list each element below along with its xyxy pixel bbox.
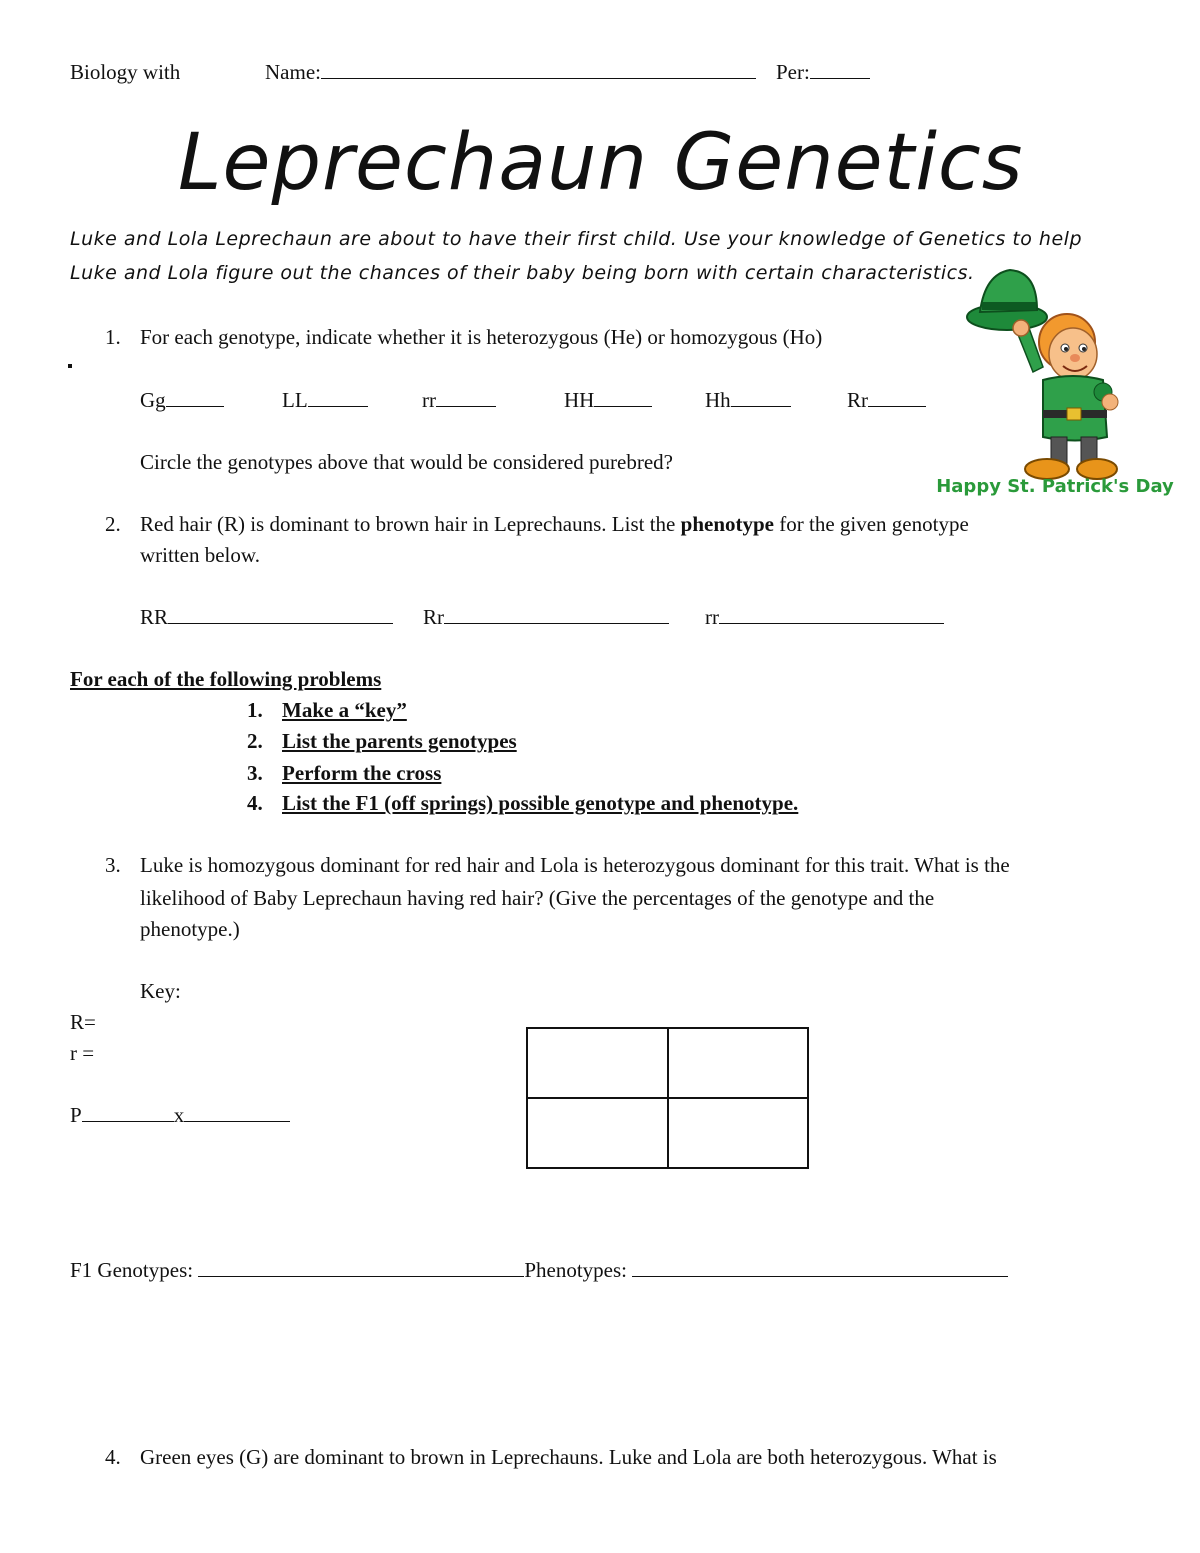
bullet-dot	[68, 364, 72, 368]
period-label: Per:	[776, 60, 810, 84]
period-blank[interactable]	[810, 60, 870, 79]
phenotype-blank[interactable]	[444, 605, 669, 624]
genotype-blank[interactable]	[308, 388, 368, 407]
parent-blank[interactable]	[82, 1103, 174, 1122]
genotype-gg[interactable]	[140, 388, 224, 413]
hand-icon	[1013, 320, 1029, 336]
punnett-cell[interactable]	[527, 1028, 668, 1098]
phenotype-rr-recessive[interactable]	[705, 605, 944, 630]
name-field[interactable]	[265, 60, 756, 85]
genotype-label: rr	[422, 388, 436, 412]
genotype-label: rr	[705, 605, 719, 629]
step-number: 2.	[247, 729, 263, 753]
phenotype-rr-het[interactable]	[423, 605, 669, 630]
key-dominant[interactable]: R=	[70, 1010, 96, 1034]
leprechaun-clipart	[936, 262, 1174, 507]
q3-text-line2: likelihood of Baby Leprechaun having red hair? (Give the percentages of the genotype and the	[140, 886, 935, 910]
genotype-blank[interactable]	[868, 388, 926, 407]
f1-genotypes-label: F1 Genotypes:	[70, 1258, 199, 1282]
key-recessive[interactable]: r =	[70, 1041, 95, 1065]
q2-text-after: for the given genotype	[774, 512, 969, 536]
genotype-ll[interactable]	[282, 388, 368, 413]
step-text: Perform the cross	[282, 761, 442, 785]
phenotype-rr-dominant[interactable]	[140, 605, 393, 630]
genotype-rr-het[interactable]	[847, 388, 926, 413]
genotype-blank[interactable]	[436, 388, 496, 407]
page-title: Leprechaun Genetics	[178, 118, 1024, 208]
q4-text-line1: Green eyes (G) are dominant to brown in Leprechauns. Luke and Lola are both heterozygous. What is	[140, 1445, 997, 1469]
q2-text	[140, 512, 969, 537]
step-number: 4.	[247, 791, 263, 815]
q2-text-line2: written below.	[140, 543, 260, 567]
phenotypes-blank[interactable]	[632, 1258, 1008, 1277]
phenotype-blank[interactable]	[719, 605, 944, 624]
parent-label: P	[70, 1103, 82, 1127]
key-label: Key:	[140, 979, 181, 1003]
punnett-cell[interactable]	[668, 1098, 809, 1168]
face-icon	[1049, 328, 1097, 380]
genotype-blank[interactable]	[731, 388, 791, 407]
step-number: 3.	[247, 761, 263, 785]
step-text: List the parents genotypes	[282, 729, 517, 753]
name-blank[interactable]	[321, 60, 756, 79]
punnett-cell[interactable]	[668, 1028, 809, 1098]
clipart-caption: Happy St. Patrick's Day	[936, 476, 1174, 497]
f1-answers[interactable]	[70, 1258, 1008, 1283]
course-label: Biology with	[70, 60, 181, 84]
genotype-label: Rr	[423, 605, 444, 629]
genotype-rr[interactable]	[422, 388, 496, 413]
phenotypes-label: Phenotypes:	[524, 1258, 633, 1282]
q4-number: 4.	[105, 1445, 121, 1469]
intro-line-1: Luke and Lola Leprechaun are about to have their first child. Use your knowledge of Genetics to help	[70, 228, 1083, 250]
step-text: Make a “key”	[282, 698, 407, 722]
parents-cross[interactable]	[70, 1103, 290, 1128]
instructions-heading: For each of the following problems	[70, 667, 382, 691]
q3-text-line3: phenotype.)	[140, 917, 240, 941]
cross-label: x	[173, 1103, 185, 1127]
q1-circle-text: Circle the genotypes above that would be considered purebred?	[140, 450, 673, 474]
parent-blank[interactable]	[184, 1103, 290, 1122]
q1-text: For each genotype, indicate whether it is heterozygous (He) or homozygous (Ho)	[140, 325, 823, 349]
hat-band-icon	[982, 302, 1036, 310]
punnett-cell[interactable]	[527, 1098, 668, 1168]
genotype-label: Gg	[140, 388, 166, 412]
genotype-blank[interactable]	[594, 388, 652, 407]
period-field[interactable]	[776, 60, 870, 85]
q2-text-bold: phenotype	[680, 512, 774, 536]
genotype-label: HH	[564, 388, 595, 412]
step-text: List the F1 (off springs) possible genotype and phenotype.	[282, 791, 799, 815]
genotype-hh-het[interactable]	[705, 388, 791, 413]
q3-number: 3.	[105, 853, 121, 877]
q1-number: 1.	[105, 325, 121, 349]
intro-line-2: Luke and Lola figure out the chances of their baby being born with certain characteristics.	[70, 262, 975, 284]
genotype-blank[interactable]	[166, 388, 224, 407]
genotype-hh[interactable]	[564, 388, 652, 413]
q2-text-before: Red hair (R) is dominant to brown hair in Leprechauns. List the	[140, 512, 681, 536]
phenotype-blank[interactable]	[168, 605, 393, 624]
q2-number: 2.	[105, 512, 121, 536]
genotype-label: Hh	[705, 388, 731, 412]
genotype-label: RR	[140, 605, 169, 629]
punnett-square[interactable]	[526, 1027, 809, 1169]
q3-text-line1: Luke is homozygous dominant for red hair and Lola is heterozygous dominant for this trait. What is the	[140, 853, 1010, 877]
genotype-label: Rr	[847, 388, 868, 412]
name-label: Name:	[265, 60, 321, 84]
f1-genotypes-blank[interactable]	[198, 1258, 524, 1277]
genotype-label: LL	[282, 388, 308, 412]
step-number: 1.	[247, 698, 263, 722]
